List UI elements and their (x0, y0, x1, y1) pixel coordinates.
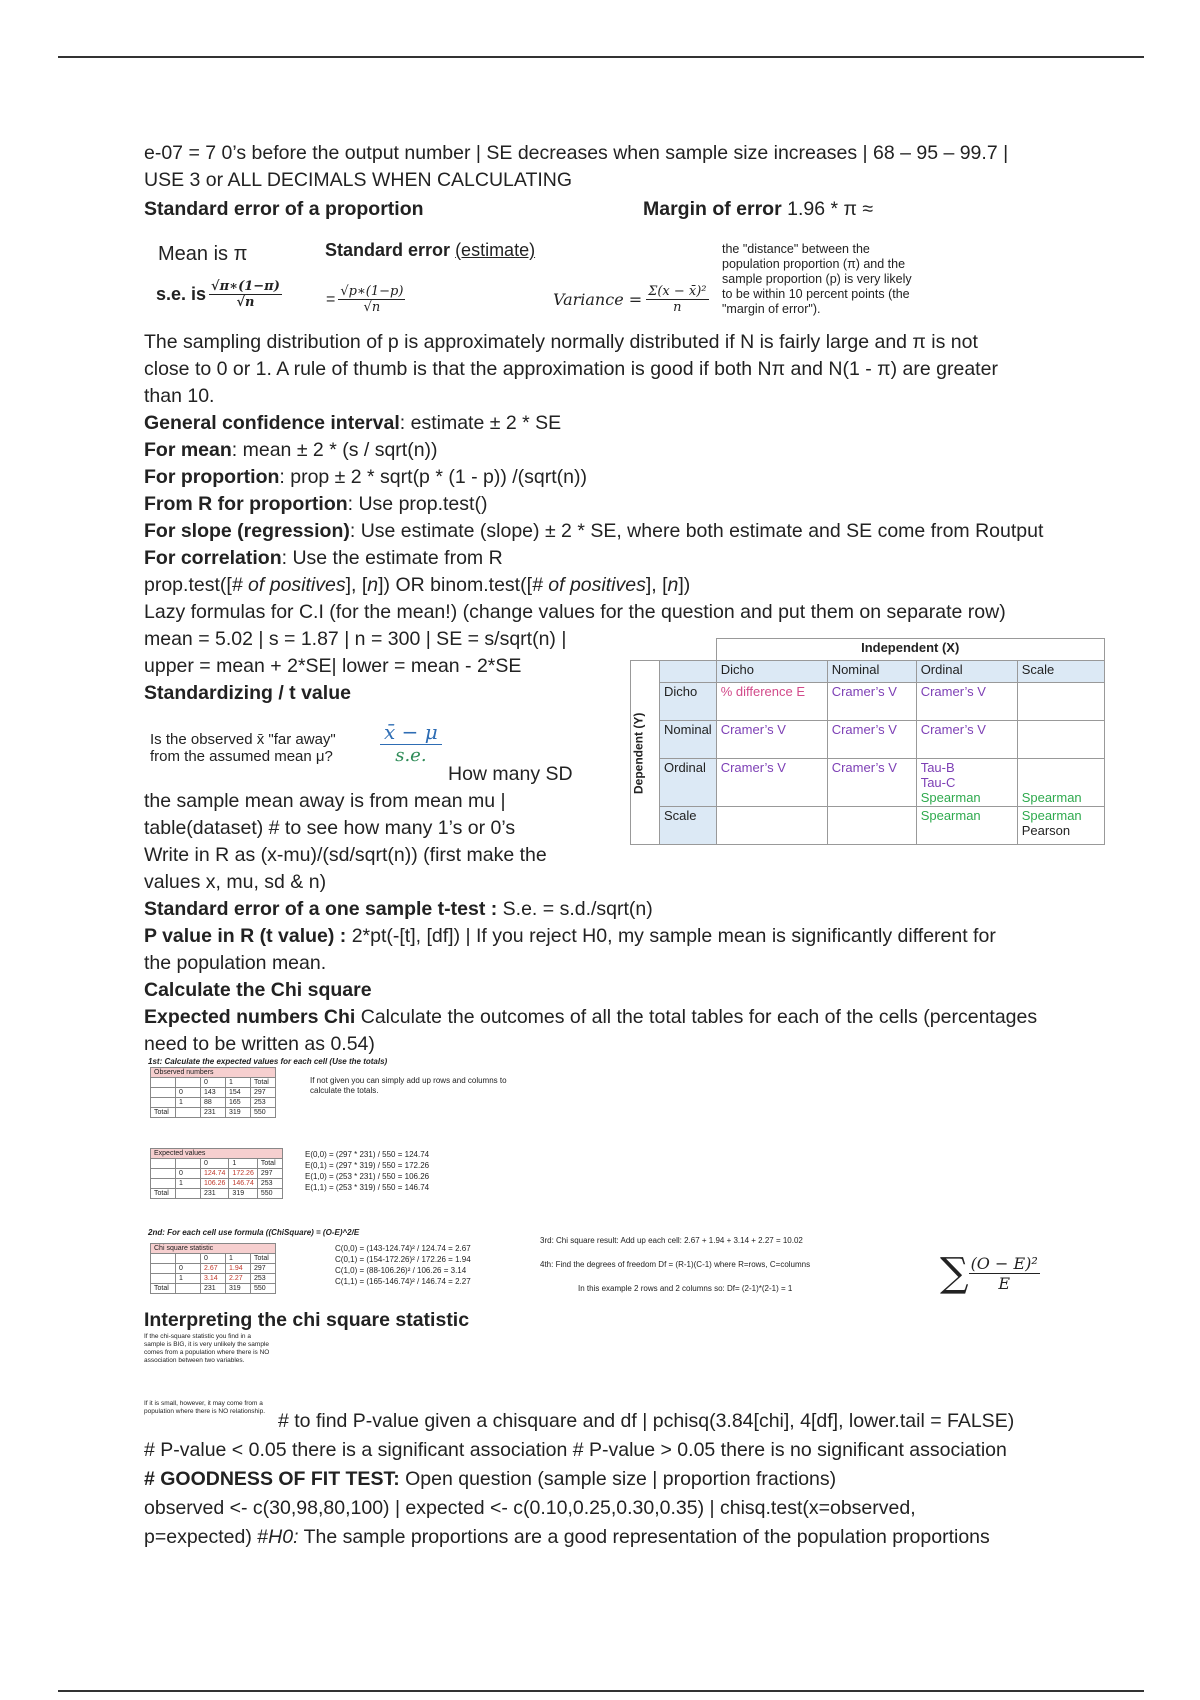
se-estimate-heading: Standard error (estimate) (325, 240, 536, 260)
chi-statistic-table: Chi square statistic 0 1 Total 0 2.67 1.94 297 1 3.14 2.27 253 Total 231 319 550 (150, 1243, 276, 1294)
table-cell: Tau-B Tau-C Spearman (916, 759, 1017, 807)
text-line: the population mean. (144, 952, 327, 974)
text-line: For proportion: prop ± 2 * sqrt(p * (1 - p)) /(sqrt(n)) (144, 466, 587, 488)
table-cell (827, 807, 916, 845)
text-line: P value in R (t value) : 2*pt(-[t], [df]) | If you reject H0, my sample mean is significantly different for (144, 925, 996, 947)
text-line: General confidence interval: estimate ± 2 * SE (144, 412, 562, 434)
table-cell (1017, 721, 1104, 759)
text-line: For mean: mean ± 2 * (s / sqrt(n)) (144, 439, 438, 461)
bottom-rule (58, 1690, 1144, 1692)
table-cell (1017, 683, 1104, 721)
text-line: How many SD (448, 763, 573, 785)
row-header: Nominal (660, 721, 717, 759)
top-rule (58, 56, 1144, 58)
moe-heading: Margin of error 1.96 * π ≈ (643, 198, 874, 220)
expected-table: Expected values 0 1 Total 0 124.74 172.26 297 1 106.26 146.74 253 Total 231 319 550 (150, 1148, 283, 1199)
chi-step-2: 2nd: For each cell use formula ((ChiSquare) = (O-E)^2/E (148, 1228, 360, 1237)
text-line: table(dataset) # to see how many 1’s or 0’s (144, 817, 516, 839)
independent-header: Independent (X) (716, 639, 1104, 661)
table-cell: Cramer’s V (916, 721, 1017, 759)
dependent-header: Dependent (Y) (631, 661, 660, 845)
chi-step-3: 3rd: Chi square result: Add up each cell: 2.67 + 1.94 + 3.14 + 2.27 = 10.02 (540, 1236, 803, 1245)
text-line: close to 0 or 1. A rule of thumb is that the approximation is good if both Nπ and N(1 - π) are greater (144, 358, 998, 380)
text-line: For slope (regression): Use estimate (slope) ± 2 * SE, where both estimate and SE come from Routput (144, 520, 1044, 542)
text-line: # to find P-value given a chisquare and df | pchisq(3.84[chi], 4[df], lower.tail = FALSE) (278, 1410, 1015, 1432)
text-line: Expected numbers Chi Calculate the outcomes of all the total tables for each of the cells (percentages (144, 1006, 1038, 1028)
expected-calculations: E(0,0) = (297 * 231) / 550 = 124.74 E(0,1) = (297 * 319) / 550 = 172.26 E(1,0) = (253 * 231) / 550 = 106.26 E(1,1) = (253 * 319) / 550 = 146.74 (305, 1150, 430, 1192)
interp-big: If the chi-square statistic you find in a sample is BIG, it is very unlikely the sample comes from a population where there is NO association between two variables. (144, 1333, 270, 1364)
section-heading: Calculate the Chi square (144, 979, 372, 1001)
chi-calculations: C(0,0) = (143-124.74)² / 124.74 = 2.67 C(0,1) = (154-172.26)² / 172.26 = 1.94 C(1,0) = (88-106.26)² / 106.26 = 3.14 C(1,1) = (165-146.74)² / 146.74 = 2.27 (335, 1244, 471, 1286)
text-line: prop.test([# of positives], [n]) OR binom.test([# of positives], [n]) (144, 574, 691, 596)
text-line: values x, mu, sd & n) (144, 871, 327, 893)
chi-step-1: 1st: Calculate the expected values for each cell (Use the totals) (148, 1057, 388, 1066)
far-away-question: Is the observed x̄ "far away" from the assumed mean μ? (150, 731, 336, 765)
section-heading: Standard error of a proportion (144, 198, 424, 220)
chi-note: If not given you can simply add up rows and columns to calculate the totals. (310, 1076, 507, 1095)
row-header: Dicho (660, 683, 717, 721)
table-cell: % difference E (716, 683, 827, 721)
row-header: Scale (660, 807, 717, 845)
text-line: For correlation: Use the estimate from R (144, 547, 503, 569)
table-cell: Cramer’s V (827, 683, 916, 721)
section-heading: Standardizing / t value (144, 682, 351, 704)
col-header: Ordinal (916, 661, 1017, 683)
text-line: e-07 = 7 0’s before the output number | SE decreases when sample size increases | 68 – 95 – 99.7 | (144, 142, 1009, 164)
text-line: Lazy formulas for C.I (for the mean!) (change values for the question and put them on separate row) (144, 601, 1006, 623)
section-heading: Interpreting the chi square statistic (144, 1309, 470, 1331)
text-line: From R for proportion: Use prop.test() (144, 493, 488, 515)
table-cell: Cramer’s V (716, 759, 827, 807)
text-line: the sample mean away is from mean mu | (144, 790, 506, 812)
row-header: Ordinal (660, 759, 717, 807)
mean-is: Mean is π (158, 243, 248, 265)
text-line: USE 3 or ALL DECIMALS WHEN CALCULATING (144, 169, 573, 191)
table-cell: Cramer’s V (827, 759, 916, 807)
text-line: observed <- c(30,98,80,100) | expected <- c(0.10,0.25,0.30,0.35) | chisq.test(x=observed, (144, 1497, 916, 1519)
text-line: mean = 5.02 | s = 1.87 | n = 300 | SE = s/sqrt(n) | (144, 628, 567, 650)
association-measures-table (630, 638, 1105, 845)
text-line: p=expected) #H0: The sample proportions are a good representation of the population proportions (144, 1526, 990, 1548)
table-cell: Cramer’s V (716, 721, 827, 759)
chi-step-4: 4th: Find the degrees of freedom Df = (R-1)(C-1) where R=rows, C=columns (540, 1260, 811, 1269)
text-line: Write in R as (x-mu)/(sd/sqrt(n)) (first make the (144, 844, 547, 866)
col-header: Dicho (716, 661, 827, 683)
moe-note: the "distance" between the population proportion (π) and the sample proportion (p) is very likely to be within 10 percent points (the "margin of error"). (722, 242, 912, 316)
text-line: Standard error of a one sample t-test : S.e. = s.d./sqrt(n) (144, 898, 653, 920)
table-cell: Cramer’s V (916, 683, 1017, 721)
se-formula-pi: s.e. is $\frac{√\pi∗(1-\pi)}{√n}$ (156, 279, 280, 310)
t-value-formula: x̄ − μ s.e. (380, 720, 442, 766)
interp-small: If it is small, however, it may come from a population where there is NO relationship. (144, 1400, 266, 1415)
chi-step-4b: In this example 2 rows and 2 columns so: Df= (2-1)*(2-1) = 1 (578, 1284, 793, 1293)
col-header: Scale (1017, 661, 1104, 683)
text-line: need to be written as 0.54) (144, 1033, 375, 1055)
variance-formula: Variance = $\frac{\text{Σ(x − x̄)²}}{n}$ (553, 284, 707, 315)
text-line: # P-value < 0.05 there is a significant association # P-value > 0.05 there is no significant association (144, 1439, 1007, 1461)
se-formula-p: = $\frac{√p∗(1-p)}{√n}$ (326, 284, 404, 315)
table-cell (716, 807, 827, 845)
text-line: upper = mean + 2*SE| lower = mean - 2*SE (144, 655, 522, 677)
table-cell: Spearman (1017, 759, 1104, 807)
table-cell: Spearman Pearson (1017, 807, 1104, 845)
table-cell: Spearman (916, 807, 1017, 845)
text-line: than 10. (144, 385, 215, 407)
chi-square-formula: ∑ $\frac{\text{(O − E)²}}{E}$ (940, 1250, 1038, 1296)
text-line: # GOODNESS OF FIT TEST: Open question (sample size | proportion fractions) (144, 1468, 837, 1490)
text-line: The sampling distribution of p is approximately normally distributed if N is fairly large and π is not (144, 331, 978, 353)
table-cell: Cramer’s V (827, 721, 916, 759)
observed-table: Observed numbers 0 1 Total 0 143 154 297 1 88 165 253 Total 231 319 550 (150, 1067, 276, 1118)
col-header: Nominal (827, 661, 916, 683)
